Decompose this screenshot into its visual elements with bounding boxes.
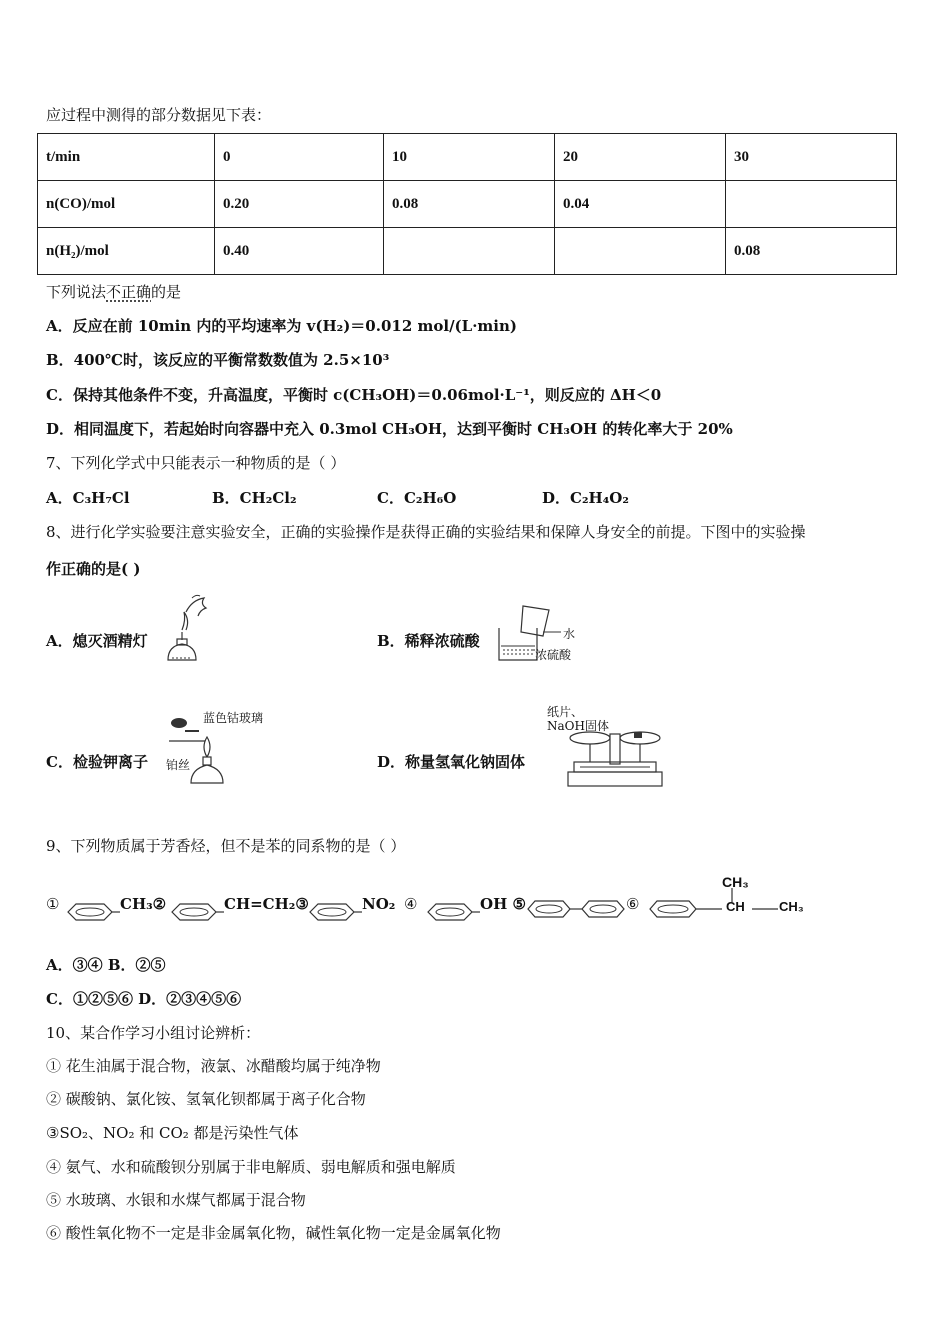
- q10-stem: 10、某合作学习小组讨论辨析：: [46, 1024, 261, 1042]
- q8-option-b: B．稀释浓硫酸: [377, 632, 480, 650]
- bond-line: [752, 906, 778, 912]
- water-label: 水: [563, 627, 576, 641]
- table-cell: n(H₂)/mol: [38, 228, 215, 275]
- q7-option-a: A．C₃H₇Cl: [46, 489, 130, 507]
- q8-option-d: D．称量氢氧化钠固体: [377, 753, 526, 771]
- intro-text: 应过程中测得的部分数据见下表：: [46, 106, 272, 124]
- table-cell: [384, 228, 555, 275]
- benzene-ring-1: [64, 902, 120, 922]
- q9-sub-3: NO₂: [362, 895, 396, 913]
- table-cell: 0.20: [215, 181, 384, 228]
- q6-stem-pre: 下列说法: [46, 283, 107, 301]
- q6-stem-emphasis: 不正确: [106, 283, 152, 301]
- q9-num-4: ④: [404, 895, 418, 913]
- q9-methyl-top: CH₃: [722, 874, 749, 890]
- benzene-ring-3: [306, 902, 362, 922]
- q10-item-5: ⑤ 水玻璃、水银和水煤气都属于混合物: [46, 1191, 306, 1209]
- acid-label: 浓硫酸: [535, 648, 572, 662]
- q9-methyl-right: CH₃: [779, 899, 804, 914]
- table-cell: [555, 228, 726, 275]
- alcohol-lamp-blowout-figure: [158, 592, 218, 672]
- table-cell: 30: [726, 134, 897, 181]
- q6-stem-post: 的是: [151, 283, 182, 301]
- q8-option-c: C．检验钾离子: [46, 753, 148, 771]
- q7-option-b: B．CH₂Cl₂: [212, 489, 297, 507]
- cobalt-glass-label: 蓝色钴玻璃: [203, 711, 264, 725]
- paper-label: 纸片、: [547, 705, 584, 719]
- q9-sub-2: CH=CH₂③: [224, 895, 309, 913]
- table-cell: 0.04: [555, 181, 726, 228]
- table-cell: 0.40: [215, 228, 384, 275]
- table-cell: 0.08: [384, 181, 555, 228]
- q6-option-b: B．400℃时，该反应的平衡常数数值为 2.5×10³: [46, 351, 390, 369]
- q10-item-3: ③SO₂、NO₂ 和 CO₂ 都是污染性气体: [46, 1124, 299, 1142]
- q10-item-1: ① 花生油属于混合物，液氯、冰醋酸均属于纯净物: [46, 1057, 381, 1075]
- q6-stem: [46, 281, 181, 302]
- q7-stem: 7、下列化学式中只能表示一种物质的是（ ）: [46, 454, 346, 472]
- q6-option-a: A．反应在前 10min 内的平均速率为 v(H₂)＝0.012 mol/(L·min): [46, 317, 517, 335]
- q9-num-1: ①: [46, 895, 60, 913]
- q8-stem-line2: 作正确的是( ): [46, 560, 141, 578]
- table-row: [38, 134, 897, 181]
- table-cell: t/min: [38, 134, 215, 181]
- q10-item-6: ⑥ 酸性氧化物不一定是非金属氧化物，碱性氧化物一定是金属氧化物: [46, 1224, 501, 1242]
- q9-num-6: ⑥: [626, 895, 640, 913]
- biphenyl-structure: [526, 898, 626, 920]
- q6-option-d: D．相同温度下，若起始时向容器中充入 0.3mol CH₃OH，达到平衡时 CH₃OH 的转化率大于 20%: [46, 420, 733, 438]
- q9-stem: 9、下列物质属于芳香烃，但不是苯的同系物的是（ ）: [46, 837, 406, 855]
- table-cell: n(CO)/mol: [38, 181, 215, 228]
- table-row: [38, 181, 897, 228]
- q7-option-d: D．C₂H₄O₂: [542, 489, 629, 507]
- q8-stem-line1: 8、进行化学实验要注意实验安全，正确的实验操作是获得正确的实验结果和保障人身安全的前提。下图中的实验操: [46, 523, 806, 541]
- table-cell: 0.08: [726, 228, 897, 275]
- q9-options-ab: A．③④ B．②⑤: [46, 956, 166, 974]
- table-row: [38, 228, 897, 275]
- table-cell: 0: [215, 134, 384, 181]
- q9-ch: CH: [726, 899, 745, 914]
- table-cell: 20: [555, 134, 726, 181]
- benzene-ring-2: [168, 902, 224, 922]
- naoh-label: NaOH固体: [547, 719, 609, 733]
- benzene-ring-4: [424, 902, 480, 922]
- q10-item-4: ④ 氨气、水和硫酸钡分别属于非电解质、弱电解质和强电解质: [46, 1158, 456, 1176]
- q9-options-cd: C．①②⑤⑥ D．②③④⑤⑥: [46, 990, 242, 1008]
- q8-option-a: A．熄灭酒精灯: [46, 632, 148, 650]
- q7-option-c: C．C₂H₆O: [377, 489, 457, 507]
- q6-option-c: C．保持其他条件不变，升高温度，平衡时 c(CH₃OH)＝0.06mol·L⁻¹，则反应的 ΔH＜0: [46, 386, 662, 404]
- benzene-ring-6: [648, 898, 724, 920]
- table-cell: [726, 181, 897, 228]
- q10-item-2: ② 碳酸钠、氯化铵、氢氧化钡都属于离子化合物: [46, 1090, 366, 1108]
- data-table: [37, 133, 897, 275]
- q9-sub-4: OH ⑤: [480, 895, 526, 913]
- table-cell: 10: [384, 134, 555, 181]
- platinum-wire-label: 铂丝: [166, 758, 191, 772]
- q9-sub-1: CH₃②: [120, 895, 167, 913]
